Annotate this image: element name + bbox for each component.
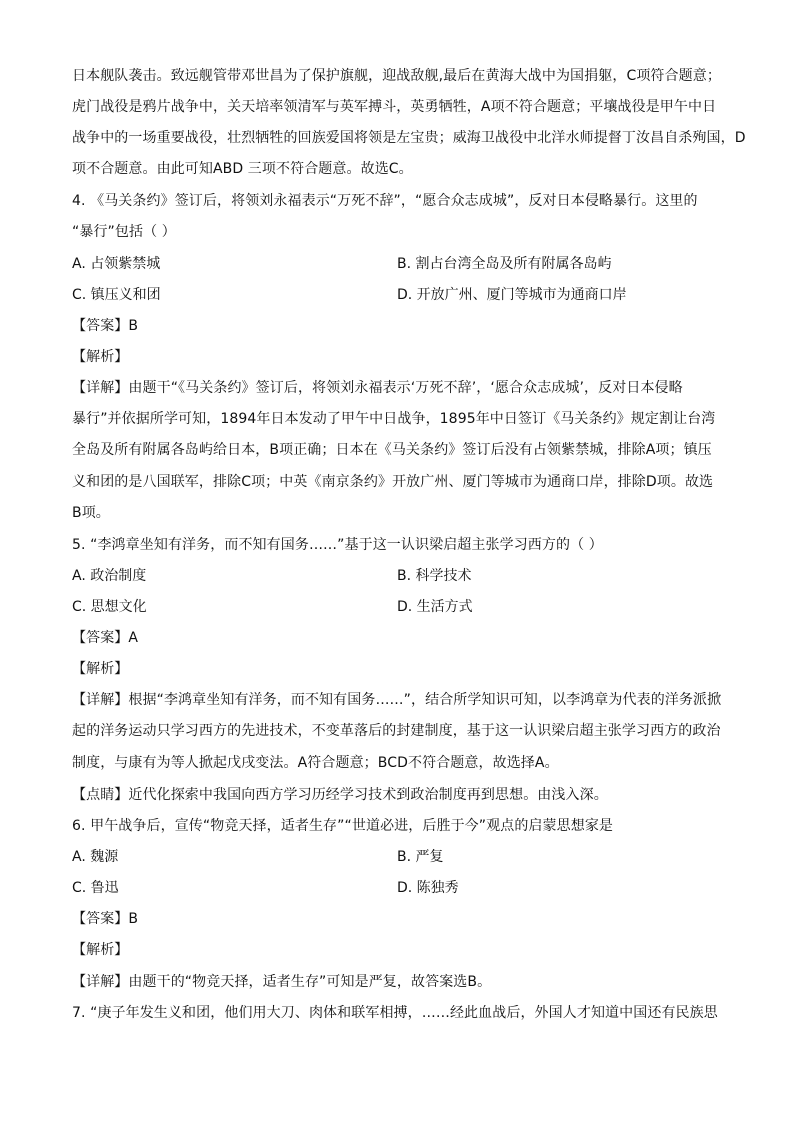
q4-option-b: B. 割占台湾全岛及所有附属各岛屿 bbox=[397, 256, 612, 272]
q5-option-d: D. 生活方式 bbox=[397, 599, 473, 615]
q4-analysis-heading: 【解析】 bbox=[72, 349, 129, 365]
text-line: 项不合题意。由此可知ABD 三项不符合题意。故选C。 bbox=[72, 161, 413, 177]
q5-option-a: A. 政治制度 bbox=[72, 568, 147, 584]
q5-key-point: 【点睛】近代化探索中我国向西方学习历经学习技术到政治制度再到思想。由浅入深。 bbox=[72, 787, 608, 803]
question-6-stem: 6. 甲午战争后，宣传“物竞天择，适者生存”“世道必进，后胜于今”观点的启蒙思想家是 bbox=[72, 818, 614, 834]
q4-answer: 【答案】B bbox=[72, 318, 139, 334]
q6-option-d: D. 陈独秀 bbox=[397, 880, 459, 896]
q5-answer: 【答案】A bbox=[72, 630, 139, 646]
q4-detail: 暴行”并依据所学可知，1894年日本发动了甲午中日战争，1895年中日签订《马关条约》规定割让台湾 bbox=[72, 411, 716, 427]
q6-option-c: C. 鲁迅 bbox=[72, 880, 119, 896]
q6-answer: 【答案】B bbox=[72, 911, 139, 927]
q5-option-b: B. 科学技术 bbox=[397, 568, 472, 584]
q5-option-c: C. 思想文化 bbox=[72, 599, 147, 615]
q5-analysis-heading: 【解析】 bbox=[72, 661, 129, 677]
question-4-stem-cont: “暴行”包括（ ） bbox=[72, 224, 176, 240]
q4-option-a: A. 占领紫禁城 bbox=[72, 256, 161, 272]
q4-detail: 全岛及所有附属各岛屿给日本，B项正确；日本在《马关条约》签订后没有占领紫禁城，排除A项；镇压 bbox=[72, 442, 712, 458]
q4-option-d: D. 开放广州、厦门等城市为通商口岸 bbox=[397, 287, 627, 303]
q4-detail: B项。 bbox=[72, 505, 110, 521]
q5-detail: 制度，与康有为等人掀起戊戌变法。A符合题意；BCD不符合题意，故选择A。 bbox=[72, 755, 559, 771]
q6-analysis-heading: 【解析】 bbox=[72, 942, 129, 958]
text-line: 日本舰队袭击。致远舰管带邓世昌为了保护旗舰，迎战敌舰,最后在黄海大战中为国捐躯，C项符合题意； bbox=[72, 68, 721, 84]
q6-detail: 【详解】由题干的“物竞天择，适者生存”可知是严复，故答案选B。 bbox=[72, 974, 492, 990]
question-4-stem: 4. 《马关条约》签订后，将领刘永福表示“万死不辞”，“愿合众志成城”，反对日本侵略暴行。这里的 bbox=[72, 193, 698, 209]
q4-option-c: C. 镇压义和团 bbox=[72, 287, 161, 303]
q5-detail: 【详解】根据“李鸿章坐知有洋务，而不知有国务……”，结合所学知识可知，以李鸿章为代表的洋务派掀 bbox=[72, 692, 722, 708]
q4-detail: 【详解】由题干“《马关条约》签订后，将领刘永福表示‘万死不辞’，‘愿合众志成城’，反对日本侵略 bbox=[72, 380, 683, 396]
q5-detail: 起的洋务运动只学习西方的先进技术，不变革落后的封建制度，基于这一认识梁启超主张学习西方的政治 bbox=[72, 723, 721, 739]
question-5-stem: 5. “李鸿章坐知有洋务，而不知有国务……”基于这一认识梁启超主张学习西方的（ ） bbox=[72, 537, 603, 553]
text-line: 战争中的一场重要战役，壮烈牺牲的回族爱国将领是左宝贵；威海卫战役中北洋水师提督丁汝昌自杀殉国，D bbox=[72, 130, 746, 146]
text-line: 虎门战役是鸦片战争中，关天培率领清军与英军搏斗，英勇牺牲，A项不符合题意；平壤战役是甲午中日 bbox=[72, 99, 717, 115]
q4-detail: 义和团的是八国联军，排除C项；中英《南京条约》开放广州、厦门等城市为通商口岸，排除D项。故选 bbox=[72, 474, 714, 490]
q6-option-b: B. 严复 bbox=[397, 849, 444, 865]
question-7-stem: 7. “庚子年发生义和团，他们用大刀、肉体和联军相搏，……经此血战后，外国人才知道中国还有民族思 bbox=[72, 1005, 718, 1021]
q6-option-a: A. 魏源 bbox=[72, 849, 119, 865]
